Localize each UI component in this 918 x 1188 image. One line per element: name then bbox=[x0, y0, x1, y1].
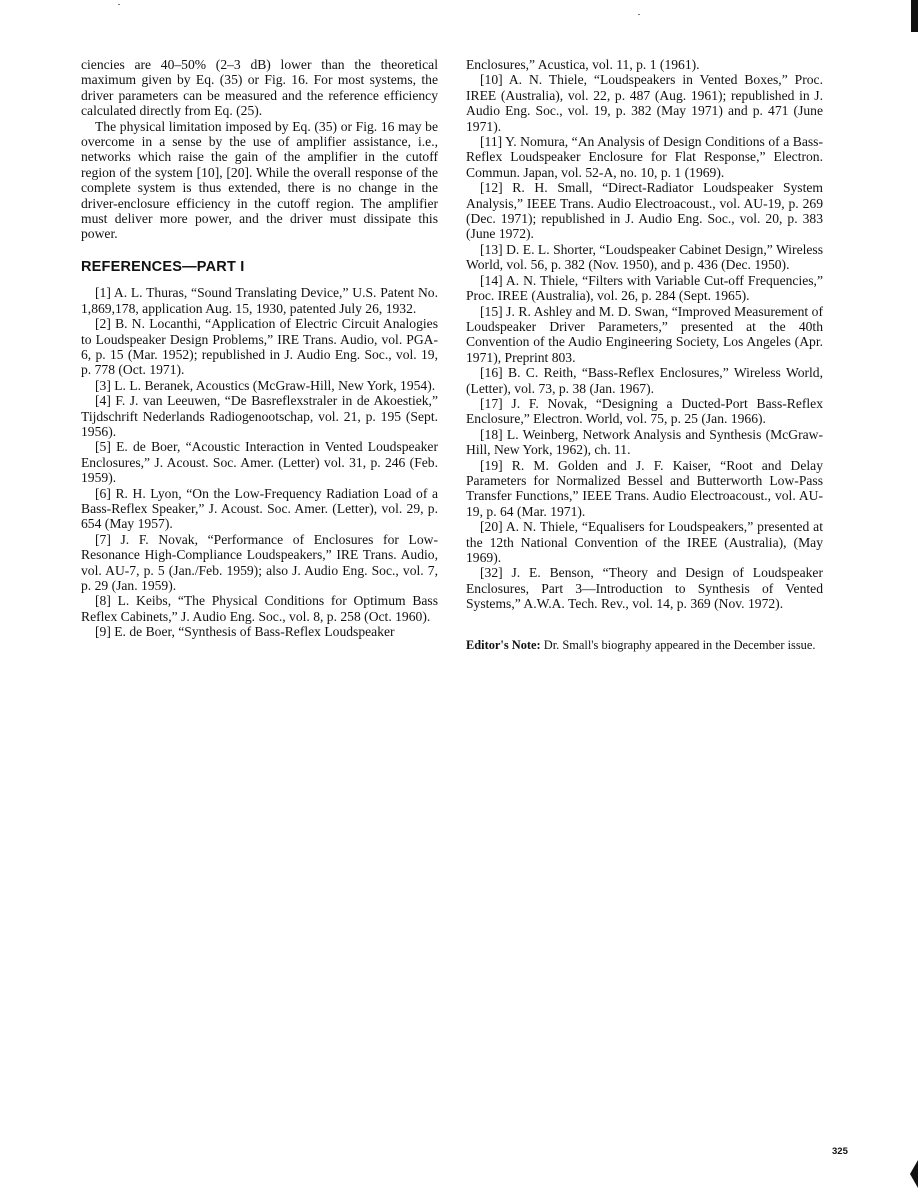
reference-item: [13] D. E. L. Shorter, “Loudspeaker Cabinet Design,” Wireless World, vol. 56, p. 382 (Nov. 1950), and p. 436 (Dec. 1950). bbox=[466, 241, 823, 273]
reference-item: [1] A. L. Thuras, “Sound Translating Device,” U.S. Patent No. 1,869,178, application Aug. 15, 1930, patented July 26, 1932. bbox=[81, 285, 438, 316]
reference-item: [14] A. N. Thiele, “Filters with Variable Cut-off Frequencies,” Proc. IREE (Australia), vol. 26, p. 284 (Sept. 1965). bbox=[466, 272, 823, 304]
page-edge-mark-top bbox=[911, 0, 918, 32]
reference-item: [6] R. H. Lyon, “On the Low-Frequency Radiation Load of a Bass-Reflex Speaker,” J. Acoust. Soc. Amer. (Letter), vol. 29, p. 654 (May 1957). bbox=[81, 485, 438, 532]
editors-note bbox=[466, 638, 823, 653]
page-edge-mark-bottom bbox=[910, 1160, 918, 1188]
scan-speck bbox=[118, 4, 120, 5]
reference-continuation: Enclosures,” Acustica, vol. 11, p. 1 (1961). bbox=[466, 57, 700, 72]
reference-item: [32] J. E. Benson, “Theory and Design of Loudspeaker Enclosures, Part 3—Introduction to Synthesis of Vented Systems,” A.W.A. Tech. Rev., vol. 14, p. 369 (Nov. 1972). bbox=[466, 565, 823, 612]
reference-item: [2] B. N. Locanthi, “Application of Electric Circuit Analogies to Loudspeaker Design Problems,” IRE Trans. Audio, vol. PGA-6, p. 15 (Mar. 1952); republished in J. Audio Eng. Soc., vol. 19, p. 778 (Oct. 1971). bbox=[81, 316, 438, 378]
right-column bbox=[466, 57, 823, 653]
reference-item: [11] Y. Nomura, “An Analysis of Design Conditions of a Bass-Reflex Loudspeaker Enclosure for Flat Response,” Electron. Commun. Japan, vol. 52-A, no. 10, p. 1 (1969). bbox=[466, 134, 823, 180]
reference-item: [8] L. Keibs, “The Physical Conditions for Optimum Bass Reflex Cabinets,” J. Audio Eng. Soc., vol. 8, p. 258 (Oct. 1960). bbox=[81, 593, 438, 624]
reference-item: [12] R. H. Small, “Direct-Radiator Loudspeaker System Analysis,” IEEE Trans. Audio Electroacoust., vol. AU-19, p. 269 (Dec. 1971); republished in J. Audio Eng. Soc., vol. 20, p. 383 (June 1972). bbox=[466, 180, 823, 242]
reference-item: [19] R. M. Golden and J. F. Kaiser, “Root and Delay Parameters for Normalized Bessel and Butterworth Low-Pass Transfer Functions,” IEEE Trans. Audio Electroacoust., vol. AU-19, p. 64 (Mar. 1971). bbox=[466, 457, 823, 519]
reference-item: [7] J. F. Novak, “Performance of Enclosures for Low-Resonance High-Compliance Loudspeakers,” IRE Trans. Audio, vol. AU-7, p. 5 (Jan./Feb. 1959); also J. Audio Eng. Soc., vol. 7, p. 29 (Jan. 1959). bbox=[81, 531, 438, 593]
reference-item: [18] L. Weinberg, Network Analysis and Synthesis (McGraw-Hill, New York, 1962), ch. 11. bbox=[466, 426, 823, 458]
reference-item: [20] A. N. Thiele, “Equalisers for Loudspeakers,” presented at the 12th National Convention of the IREE (Australia), (May 1969). bbox=[466, 519, 823, 565]
page-number: 325 bbox=[832, 1146, 848, 1157]
reference-item: [5] E. de Boer, “Acoustic Interaction in Vented Loudspeaker Enclosures,” J. Acoust. Soc. Amer. (Letter) vol. 31, p. 246 (Feb. 1959). bbox=[81, 439, 438, 486]
body-paragraph: ciencies are 40–50% (2–3 dB) lower than the theoretical maximum given by Eq. (35) or Fig. 16. For most systems, the driver parameters can be measured and the reference efficiency calculated directly from Eq. (25). bbox=[81, 57, 438, 119]
body-paragraph: The physical limitation imposed by Eq. (35) or Fig. 16 may be overcome in a sense by the use of amplifier assistance, i.e., networks which raise the gain of the amplifier in the cutoff region of the system [10], [20]. While the overall response of the complete system is thus extended, there is no change in the driver-enclosure efficiency in the cutoff region. The amplifier must deliver more power, and the driver must dissipate this power. bbox=[81, 118, 438, 242]
reference-item: [9] E. de Boer, “Synthesis of Bass-Reflex Loudspeaker bbox=[95, 624, 395, 640]
references-heading: REFERENCES—PART I bbox=[81, 258, 245, 275]
reference-item: [3] L. L. Beranek, Acoustics (McGraw-Hill, New York, 1954). bbox=[95, 377, 436, 393]
reference-item: [16] B. C. Reith, “Bass-Reflex Enclosures,” Wireless World, (Letter), vol. 73, p. 38 (Jan. 1967). bbox=[466, 365, 823, 396]
scan-speck bbox=[638, 14, 640, 15]
left-column bbox=[81, 57, 438, 640]
reference-item: [17] J. F. Novak, “Designing a Ducted-Port Bass-Reflex Enclosure,” Electron. World, vol. 75, p. 25 (Jan. 1966). bbox=[466, 395, 823, 427]
reference-item: [4] F. J. van Leeuwen, “De Basreflexstraler in de Akoestiek,” Tijdschrift Nederlands Radiogenootschap, vol. 21, p. 195 (Sept. 1956). bbox=[81, 393, 438, 439]
reference-item: [15] J. R. Ashley and M. D. Swan, “Improved Measurement of Loudspeaker Driver Parameters,” presented at the 40th Convention of the Audio Engineering Society, Los Angeles (Apr. 1971), Preprint 803. bbox=[466, 303, 823, 365]
editors-note-label: Editor's Note: bbox=[466, 637, 541, 652]
editors-note-text: Dr. Small's biography appeared in the December issue. bbox=[543, 637, 816, 652]
reference-item: [10] A. N. Thiele, “Loudspeakers in Vented Boxes,” Proc. IREE (Australia), vol. 22, p. 487 (Aug. 1961); republished in J. Audio Eng. Soc., vol. 19, p. 382 (May 1971) and p. 471 (June 1971). bbox=[466, 72, 823, 134]
